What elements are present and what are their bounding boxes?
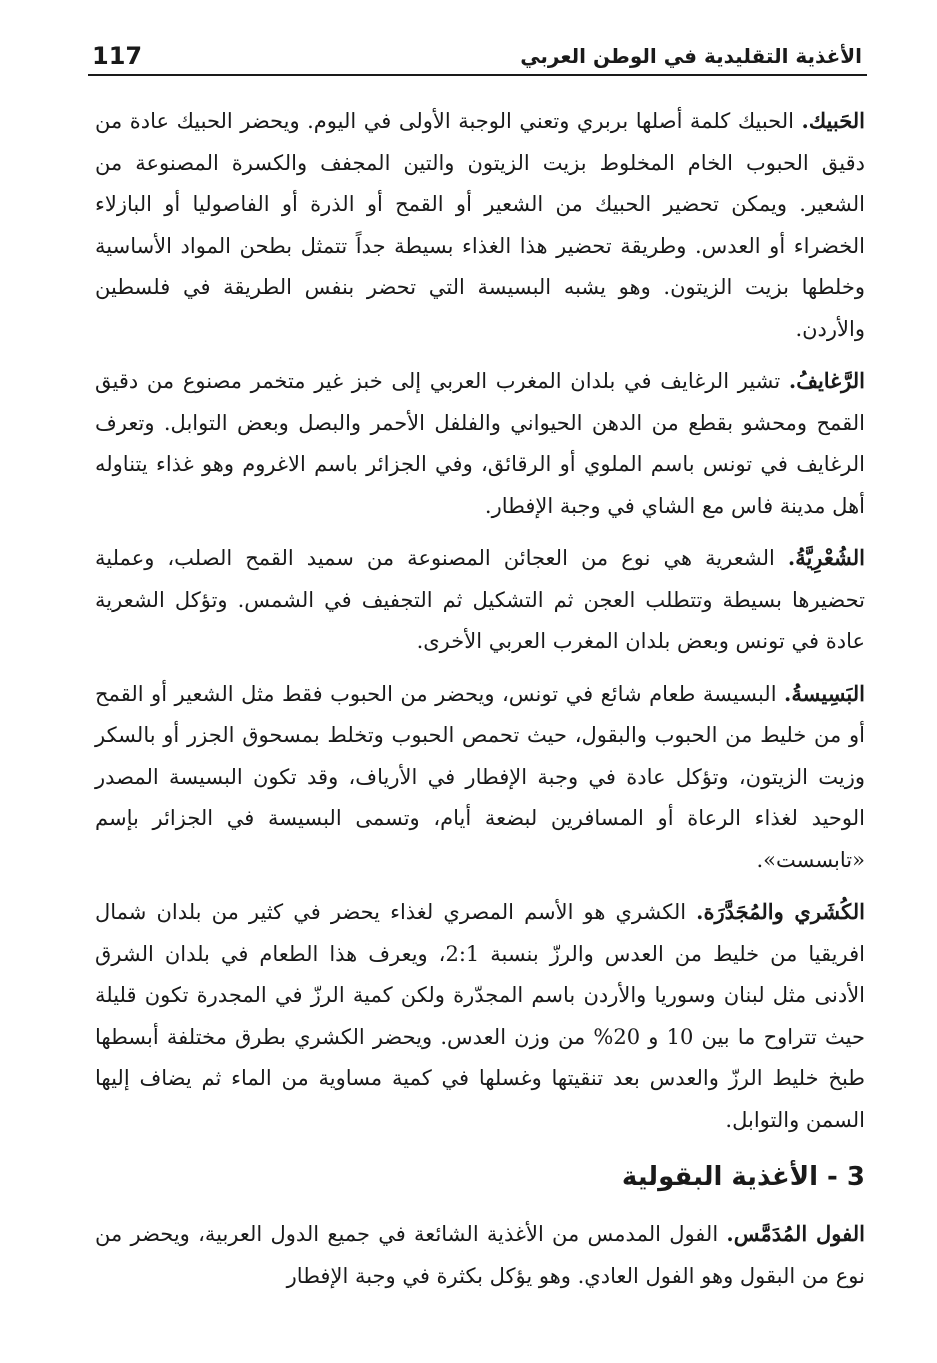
page-number: 117 <box>92 42 143 70</box>
header-rule <box>88 74 867 76</box>
entry-term: الكُشَري والمُجَدَّرَة. <box>696 899 865 924</box>
entry-text: الحبيك كلمة أصلها بربري وتعني الوجبة الأولى في اليوم. ويحضر الحبيك عادة من دقيق الحبوب الخام المخلوط بزيت الزيتون والتين المجفف والكسرة المصنوعة من الشعير. ويمكن تحضير الحبيك من الشعير أو القمح أو الذرة أو الفاصوليا أو البازلاء الخضراء أو العدس. وطريقة تحضير هذا الغذاء بسيطة جداً تتمثل بطحن المواد الأساسية وخلطها بزيت الزيتون. وهو يشبه البسيسة التي تحضر بنفس الطريقة في فلسطين والأردن. <box>95 109 865 341</box>
entry-term: البَسِيسةُ. <box>784 680 865 706</box>
entry-term: الفول المُدَمَّس. <box>726 1221 865 1246</box>
entry-term: الشُعْرِيَّةُ. <box>787 545 865 570</box>
entry-habik <box>95 100 865 350</box>
entry-text: تشير الرغايف في بلدان المغرب العربي إلى خبز غير متخمر مصنوع من دقيق القمح ومحشو بقطع من الدهن الحيواني والفلفل الأحمر والبصل وبعض التوابل. وتعرف الرغايف في تونس باسم الملوي أو الرقائق، وفي الجزائر باسم الاغروم وهو غذاء يتناوله أهل مدينة فاس مع الشاي في وجبة الإفطار. <box>95 369 865 518</box>
entry-shaariya <box>95 537 865 663</box>
entry-text: الفول المدمس من الأغذية الشائعة في جميع الدول العربية، ويحضر من نوع من البقول وهو الفول العادي. وهو يؤكل بكثرة في وجبة الإفطار <box>95 1222 865 1288</box>
section-heading: 3 - الأغذية البقولية <box>621 1162 865 1192</box>
running-header-title: الأغذية التقليدية في الوطن العربي <box>520 44 862 68</box>
entry-text: الشعرية هي نوع من العجائن المصنوعة من سميد القمح الصلب، وعملية تحضيرها بسيطة وتتطلب العجن ثم التشكيل ثم التجفيف في الشمس. وتؤكل الشعرية عادة في تونس وبعض بلدان المغرب العربي الأخرى. <box>95 546 865 653</box>
running-header <box>92 38 862 74</box>
entry-term: الرَّغايفُ. <box>788 368 865 393</box>
entry-koshari <box>95 891 865 1141</box>
page-body <box>95 100 865 1307</box>
entry-ful-medames <box>95 1213 865 1297</box>
entry-text: الكشري هو الأسم المصري لغذاء يحضر في كثير من بلدان شمال افريقيا من خليط من العدس والرزّ بنسبة 2:1، ويعرف هذا الطعام في بلدان الشرق الأدنى مثل لبنان وسوريا والأردن باسم المجدّرة ولكن كمية الرزّ في المجدرة تكون قليلة حيث تتراوح ما بين 10 و 20% من وزن العدس. ويحضر الكشري بطرق مختلفة أبسطها طبخ خليط الرزّ والعدس بعد تنقيتها وغسلها في كمية مساوية من الماء ثم يضاف إليها السمن والتوابل. <box>95 900 865 1132</box>
entry-text: البسيسة طعام شائع في تونس، ويحضر من الحبوب فقط مثل الشعير أو القمح أو من خليط من الحبوب والبقول، حيث تحمص الحبوب وتخلط بمسحوق الجزر أو بالسكر وزيت الزيتون، وتؤكل عادة في وجبة الإفطار في الأرياف، وقد تكون البسيسة المصدر الوحيد لغذاء الرعاة أو المسافرين لبضعة أيام، وتسمى البسيسة في الجزائر بإسم «تابسست». <box>95 681 865 872</box>
entry-term: الحَبيك. <box>801 108 865 133</box>
entry-raghaif <box>95 360 865 527</box>
entry-bsisa <box>95 673 865 882</box>
